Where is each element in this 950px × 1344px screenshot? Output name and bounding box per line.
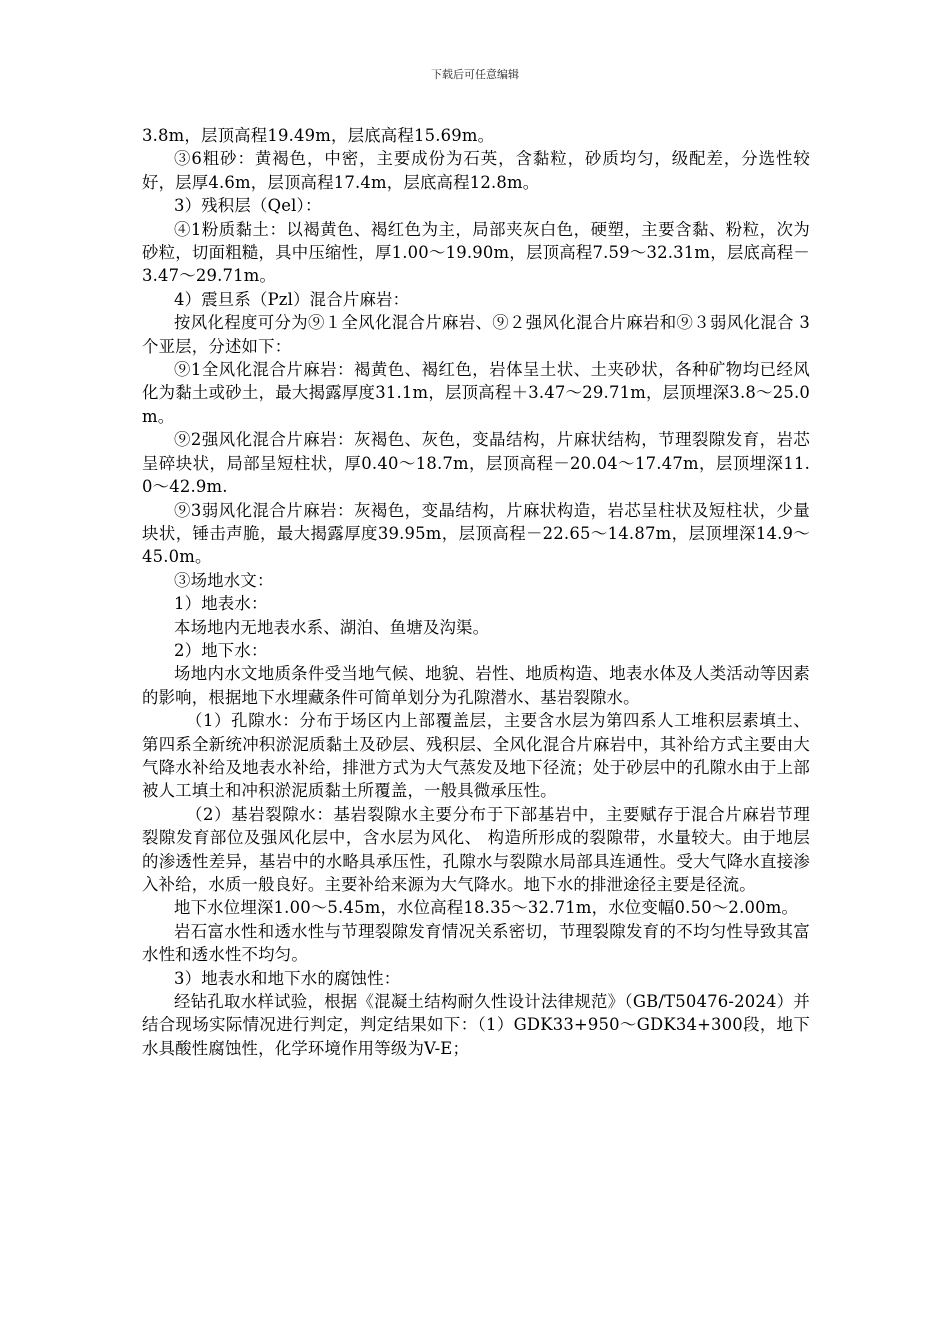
paragraph: ③6粗砂：黄褐色，中密，主要成份为石英，含黏粒，砂质均匀，级配差，分选性较好，层厚4.6m，层顶高程17.4m，层底高程12.8m。 (142, 149, 810, 192)
paragraph: 岩石富水性和透水性与节理裂隙发育情况关系密切，节理裂隙发育的不均匀性导致其富水性和透水性不均匀。 (142, 921, 810, 965)
paragraph: 经钻孔取水样试验，根据《混凝土结构耐久性设计法律规范》（GB/T50476-2024）并结合现场实际情况进行判定，判定结果如下：（1）GDK33+950～GDK34+300段，地下水具酸性腐蚀性，化学环境作用等级为V-E； (142, 992, 810, 1058)
paragraph: 本场地内无地表水系、湖泊、鱼塘及沟渠。 (174, 617, 490, 637)
page-header: 下载后可任意编辑 (431, 68, 519, 81)
paragraph: 3）地表水和地下水的腐蚀性： (174, 968, 401, 988)
paragraph: 按风化程度可分为⑨１全风化混合片麻岩、⑨２强风化混合片麻岩和⑨３弱风化混合 3个亚层，分述如下： (142, 313, 810, 356)
paragraph: 3）残积层（Qel）： (174, 196, 322, 216)
paragraph: ⑨1全风化混合片麻岩：褐黄色、褐红色，岩体呈土状、土夹砂状，各种矿物均已经风化为黏土或砂土，最大揭露厚度31.1m，层顶高程＋3.47～29.71m，层顶埋深3.8～25.0m。 (142, 360, 810, 426)
paragraph: ⑨3弱风化混合片麻岩：灰褐色，变晶结构，片麻状构造，岩芯呈柱状及短柱状，少量块状，锤击声脆，最大揭露厚度39.95m，层顶高程－22.65～14.87m，层顶埋深14.9～45.0m。 (142, 500, 810, 567)
paragraph: 1）地表水： (174, 594, 268, 614)
paragraph: ④1粉质黏土：以褐黄色、褐红色为主，局部夹灰白色，硬塑，主要含黏、粉粒，次为砂粒，切面粗糙，具中压缩性，厚1.00～19.90m，层顶高程7.59～32.31m，层底高程－3.47～29.71m。 (142, 219, 810, 286)
paragraph: ⑨2强风化混合片麻岩：灰褐色、灰色，变晶结构，片麻状结构，节理裂隙发育，岩芯呈碎块状，局部呈短柱状，厚0.40～18.7m，层顶高程－20.04～17.47m，层顶埋深11.0～42.9m. (142, 430, 810, 497)
paragraph: （1）孔隙水：分布于场区内上部覆盖层，主要含水层为第四系人工堆积层素填土、第四系全新统冲积淤泥质黏土及砂层、残积层、全风化混合片麻岩中，其补给方式主要由大气降水补给及地表水补给，排泄方式为大气蒸发及地下径流；处于砂层中的孔隙水由于上部被人工填土和冲积淤泥质黏土所覆盖，一般具微承压性。 (142, 711, 810, 801)
paragraph: 场地内水文地质条件受当地气候、地貌、岩性、地质构造、地表水体及人类活动等因素的影响，根据地下水埋藏条件可简单划分为孔隙潜水、基岩裂隙水。 (142, 664, 810, 707)
paragraph: ③场地水文： (174, 570, 274, 590)
paragraph: 2）地下水： (174, 640, 268, 660)
paragraph: 3.8m，层顶高程19.49m，层底高程15.69m。 (142, 126, 495, 145)
document-body (142, 124, 810, 1060)
paragraph: 地下水位埋深1.00～5.45m，水位高程18.35～32.71m，水位变幅0.50～2.00m。 (174, 898, 799, 918)
paragraph: 4）震旦系（Pzl）混合片麻岩： (174, 289, 410, 309)
paragraph: （2）基岩裂隙水：基岩裂隙水主要分布于下部基岩中，主要赋存于混合片麻岩节理裂隙发育部位及强风化层中，含水层为风化、 构造所形成的裂隙带，水量较大。由于地层的渗透性差异，基岩中的水略具承压性，孔隙水与裂隙水局部具连通性。受大气降水直接渗入补给，水质一般良好。主要补给来源为大气降水。地下水的排泄途径主要是径流。 (142, 804, 810, 894)
